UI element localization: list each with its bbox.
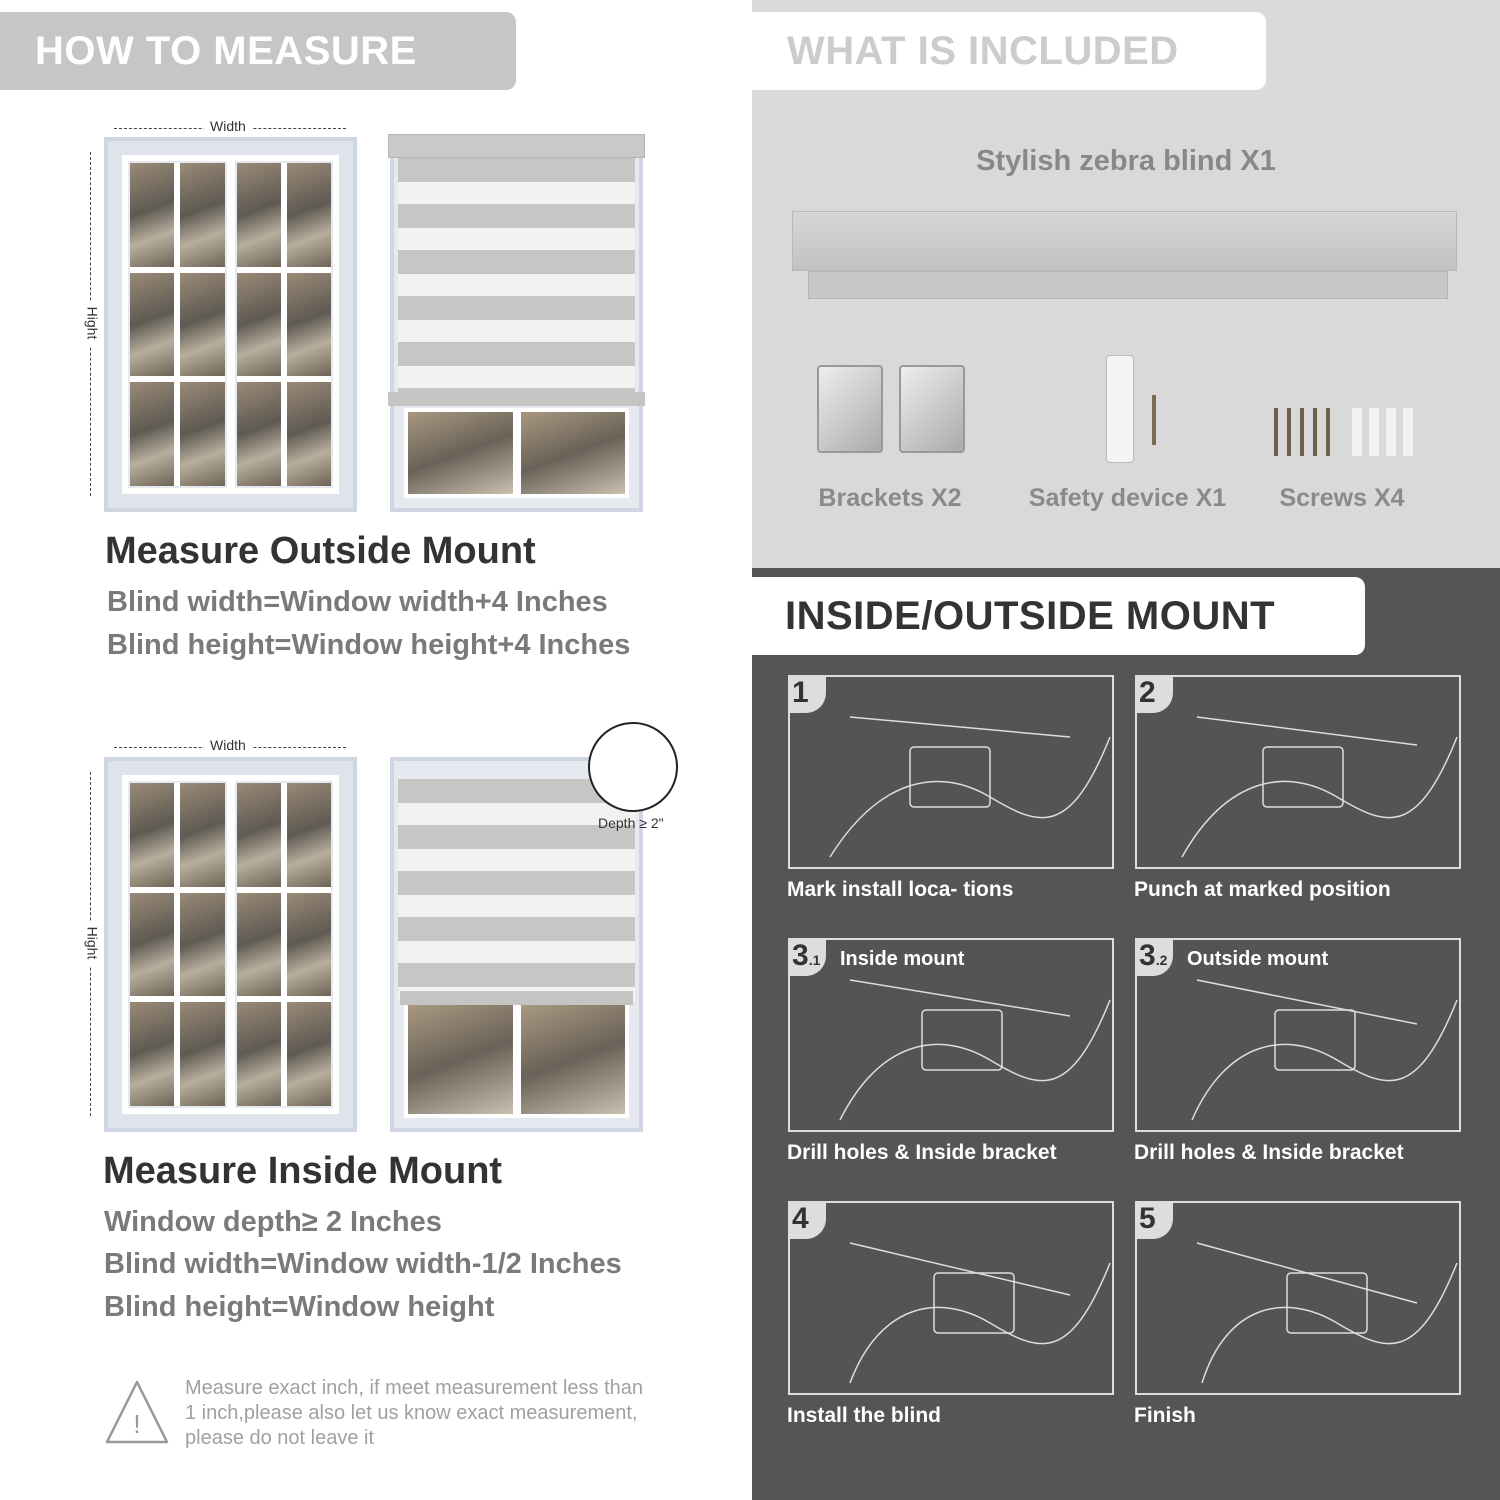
glass	[287, 273, 331, 377]
safety-device-label: Safety device X1	[1028, 484, 1227, 512]
zebra-blind-image	[390, 757, 643, 1132]
bracket-icon	[899, 365, 965, 453]
step-1-illustration	[788, 675, 1114, 869]
outside-line-1: Blind width=Window width+4 Inches	[107, 586, 608, 618]
glass	[237, 893, 281, 997]
line-drawing-icon	[1137, 1203, 1461, 1395]
inside-line-2: Blind width=Window width-1/2 Inches	[104, 1248, 622, 1280]
glass	[287, 783, 331, 887]
main-item-label: Stylish zebra blind X1	[976, 145, 1276, 177]
window-frame	[122, 775, 339, 1114]
blind-headrail-image	[792, 211, 1457, 271]
safety-device-icon	[1106, 355, 1134, 463]
inside-line-3: Blind height=Window height	[104, 1291, 495, 1323]
step-number-badge: 2	[1135, 675, 1173, 713]
header-text: HOW TO MEASURE	[35, 28, 417, 73]
how-to-measure-header	[0, 12, 516, 90]
step-5-illustration	[788, 1201, 1114, 1395]
line-drawing-icon	[1137, 677, 1461, 869]
width-label: Width	[204, 118, 252, 134]
screws-label: Screws X4	[1279, 484, 1405, 512]
screw-icon	[1152, 395, 1156, 445]
glass	[130, 893, 174, 997]
glass	[130, 1002, 174, 1106]
glass	[180, 273, 224, 377]
depth-detail-circle	[588, 722, 678, 812]
header-text: INSIDE/OUTSIDE MOUNT	[785, 593, 1276, 638]
glass	[287, 893, 331, 997]
glass	[237, 1002, 281, 1106]
inside-mount-title: Measure Inside Mount	[103, 1150, 503, 1192]
outside-mount-title: Measure Outside Mount	[105, 530, 536, 572]
glass	[237, 783, 281, 887]
glass	[287, 382, 331, 486]
window-pane	[235, 781, 334, 1108]
step-caption: Punch at marked position	[1134, 878, 1391, 901]
glass	[180, 893, 224, 997]
step-6-illustration	[1135, 1201, 1461, 1395]
glass	[180, 783, 224, 887]
height-label: Hight	[84, 921, 100, 966]
glass	[237, 382, 281, 486]
step-3-illustration	[788, 938, 1114, 1132]
bracket-icon	[817, 365, 883, 453]
glass	[130, 382, 174, 486]
step-number-badge: 1	[788, 675, 826, 713]
wall-plugs-icon	[1352, 408, 1420, 456]
glass	[180, 1002, 224, 1106]
glass	[237, 273, 281, 377]
height-label: Hight	[84, 301, 100, 346]
glass	[237, 163, 281, 267]
width-label: Width	[204, 737, 252, 753]
step-number-badge: 4	[788, 1201, 826, 1239]
window-pane	[128, 781, 227, 1108]
glass	[180, 163, 224, 267]
warning-triangle-icon	[104, 1378, 170, 1448]
glass	[287, 163, 331, 267]
svg-text:!: !	[133, 1409, 141, 1439]
step-4-illustration	[1135, 938, 1461, 1132]
glass	[287, 1002, 331, 1106]
glass	[130, 163, 174, 267]
mount-header	[752, 577, 1365, 655]
step-number-badge: 3.2	[1135, 938, 1173, 976]
line-drawing-icon	[790, 677, 1114, 869]
step-2-illustration	[1135, 675, 1461, 869]
step-number-badge: 5	[1135, 1201, 1173, 1239]
header-text: WHAT IS INCLUDED	[787, 28, 1179, 73]
step-caption: Drill holes & Inside bracket	[787, 1141, 1057, 1164]
line-drawing-icon	[790, 1203, 1114, 1395]
step-caption: Drill holes & Inside bracket	[1134, 1141, 1404, 1164]
step-number-badge: 3.1	[788, 938, 826, 976]
window-pane	[128, 161, 227, 488]
blind-headrail-bottom	[808, 271, 1448, 299]
included-header	[752, 12, 1266, 90]
depth-label: Depth ≥ 2"	[598, 815, 664, 831]
window-pane	[235, 161, 334, 488]
outside-line-2: Blind height=Window height+4 Inches	[107, 629, 631, 661]
step-caption: Install the blind	[787, 1404, 942, 1427]
glass	[180, 382, 224, 486]
step-caption: Mark install loca- tions	[787, 878, 1014, 901]
window-frame	[122, 155, 339, 494]
step-label: Outside mount	[1187, 948, 1329, 970]
zebra-blind-image	[390, 134, 643, 512]
window-image	[104, 757, 357, 1132]
glass	[130, 783, 174, 887]
glass	[130, 273, 174, 377]
brackets-label: Brackets X2	[818, 484, 962, 512]
step-caption: Finish	[1134, 1404, 1196, 1427]
window-image	[104, 137, 357, 512]
step-label: Inside mount	[840, 948, 965, 970]
warning-text: Measure exact inch, if meet measurement less than 1 inch,please also let us know exact measurement, please do not leave it	[185, 1377, 643, 1449]
screws-icon	[1274, 408, 1338, 456]
inside-line-1: Window depth≥ 2 Inches	[104, 1206, 442, 1238]
